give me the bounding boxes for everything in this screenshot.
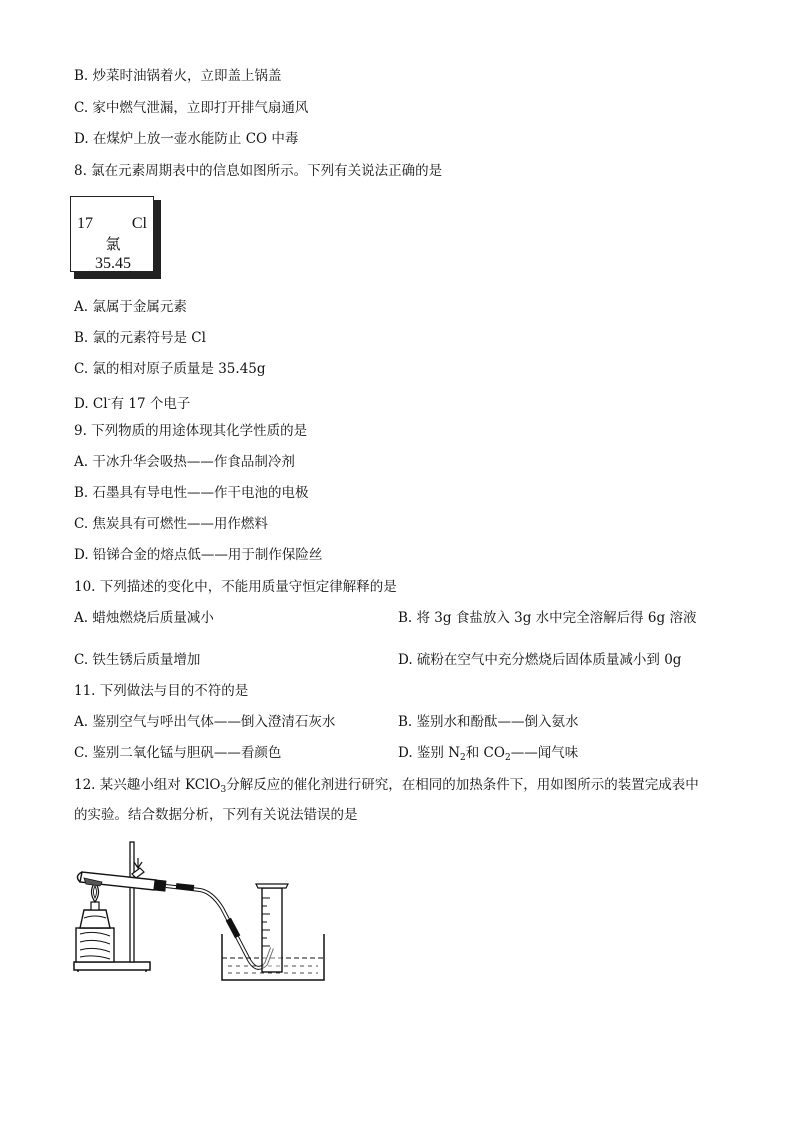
q10-option-c: C. 铁生锈后质量增加 (74, 652, 201, 668)
q10-option-d: D. 硫粉在空气中充分燃烧后固体质量减小到 0g (398, 652, 682, 668)
q8-option-d-prefix: D. Cl (74, 396, 108, 412)
tile-shadow-bottom (74, 272, 161, 279)
q10-stem: 10. 下列描述的变化中，不能用质量守恒定律解释的是 (74, 579, 397, 595)
atomic-number: 17 (77, 215, 93, 232)
q11-option-c: C. 鉴别二氧化锰与胆矾——看颜色 (74, 745, 282, 761)
element-name: 氯 (105, 235, 121, 253)
delivery-tube (166, 886, 272, 968)
q7-option-c: C. 家中燃气泄漏，立即打开排气扇通风 (74, 100, 309, 116)
q9-option-c: C. 焦炭具有可燃性——用作燃料 (74, 516, 268, 532)
q8-option-b: B. 氯的元素符号是 Cl (74, 330, 206, 346)
q11-option-d-suffix: ——闻气味 (510, 745, 579, 761)
q8-stem: 8. 氯在元素周期表中的信息如图所示。下列有关说法正确的是 (74, 163, 443, 179)
element-tile-chlorine (70, 196, 164, 284)
q12-stem-suffix: 分解反应的催化剂进行研究，在相同的加热条件下，用如图所示的装置完成表中 (226, 777, 699, 793)
stopper (153, 879, 166, 891)
q9-stem: 9. 下列物质的用途体现其化学性质的是 (74, 423, 308, 439)
q12-stem-line2: 的实验。结合数据分析，下列有关说法错误的是 (74, 807, 358, 823)
q8-option-a: A. 氯属于金属元素 (74, 299, 187, 315)
q9-option-b: B. 石墨具有导电性——作干电池的电极 (74, 485, 309, 501)
q11-option-d-mid: 和 CO (465, 745, 505, 761)
q11-option-d-prefix: D. 鉴别 N (398, 745, 461, 761)
q11-option-b: B. 鉴别水和酚酞——倒入氨水 (398, 714, 579, 730)
q8-option-d-charge: - (107, 395, 111, 405)
atomic-mass: 35.45 (95, 255, 131, 272)
stand-rod (130, 842, 134, 962)
stand-base (74, 962, 150, 970)
q8-option-d (74, 391, 190, 413)
q11-stem: 11. 下列做法与目的不符的是 (74, 683, 249, 699)
q12-stem-prefix: 12. 某兴趣小组对 KClO (74, 777, 221, 793)
gas-collection-apparatus-diagram (72, 838, 332, 988)
q8-option-d-suffix: 有 17 个电子 (110, 396, 191, 412)
element-symbol: Cl (131, 215, 147, 232)
q7-option-b: B. 炒菜时油锅着火，立即盖上锅盖 (74, 68, 282, 84)
q9-option-d: D. 铅锑合金的熔点低——用于制作保险丝 (74, 547, 323, 563)
q12-stem-line1 (74, 776, 699, 799)
q10-option-a: A. 蜡烛燃烧后质量减小 (74, 610, 214, 626)
q9-option-a: A. 干冰升华会吸热——作食品制冷剂 (74, 454, 295, 470)
q11-option-d-sub1: 2 (460, 753, 466, 763)
tile-face (70, 196, 154, 272)
tile-shadow-side (154, 200, 161, 276)
alcohol-lamp (80, 910, 110, 928)
q11-option-d (398, 744, 578, 767)
q7-option-d: D. 在煤炉上放一壶水能防止 CO 中毒 (74, 131, 299, 147)
q8-option-c: C. 氯的相对原子质量是 35.45g (74, 361, 266, 377)
q10-option-b: B. 将 3g 食盐放入 3g 水中完全溶解后得 6g 溶液 (398, 610, 697, 626)
q11-option-d-sub2: 2 (504, 753, 511, 763)
q12-stem-sub: 3 (220, 785, 227, 795)
q11-option-a: A. 鉴别空气与呼出气体——倒入澄清石灰水 (74, 714, 336, 730)
